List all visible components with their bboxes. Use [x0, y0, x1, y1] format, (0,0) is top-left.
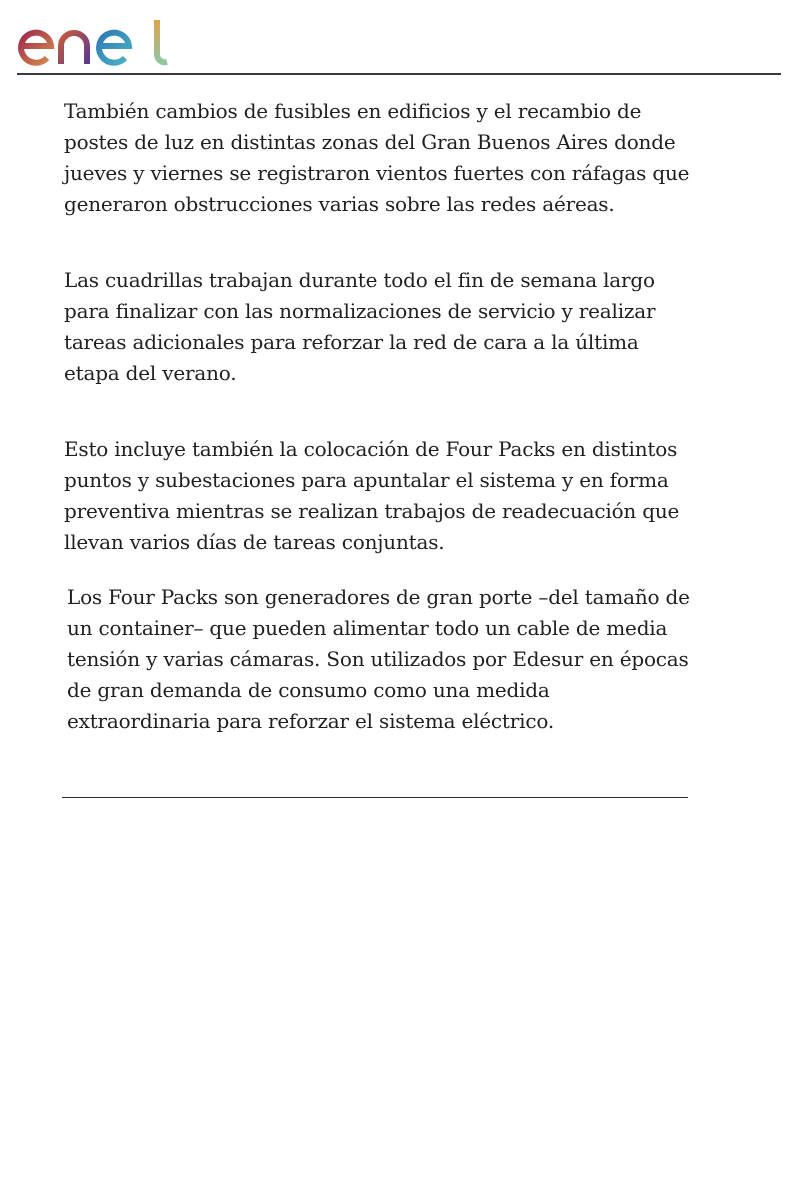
site-header [17, 0, 781, 75]
article-paragraph-4: Los Four Packs son generadores de gran porte –del tamaño de un container– que pueden alimentar todo un cable de media tensión y varias cámaras. Son utilizados por Edesur en épocas de gran demanda de consumo como una medida extraordinaria para reforzar el sistema eléctrico. [67, 585, 690, 733]
article-paragraph-1: También cambios de fusibles en edificios y el recambio de postes de luz en distintas zonas del Gran Buenos Aires donde jueves y viernes se registraron vientos fuertes con ráfagas que generaron obstrucciones varias sobre las redes aéreas. [64, 99, 690, 216]
article-paragraph-3: Esto incluye también la colocación de Four Packs en distintos puntos y subestaciones para apuntalar el sistema y en forma preventiva mientras se realizan trabajos de readecuación que llevan varios días de tareas conjuntas. [64, 437, 680, 554]
article-paragraph-2: Las cuadrillas trabajan durante todo el fin de semana largo para finalizar con las normalizaciones de servicio y realizar tareas adicionales para reforzar la red de cara a la última etapa del verano. [64, 268, 656, 385]
enel-logo[interactable] [17, 16, 171, 68]
article-divider [62, 797, 688, 798]
